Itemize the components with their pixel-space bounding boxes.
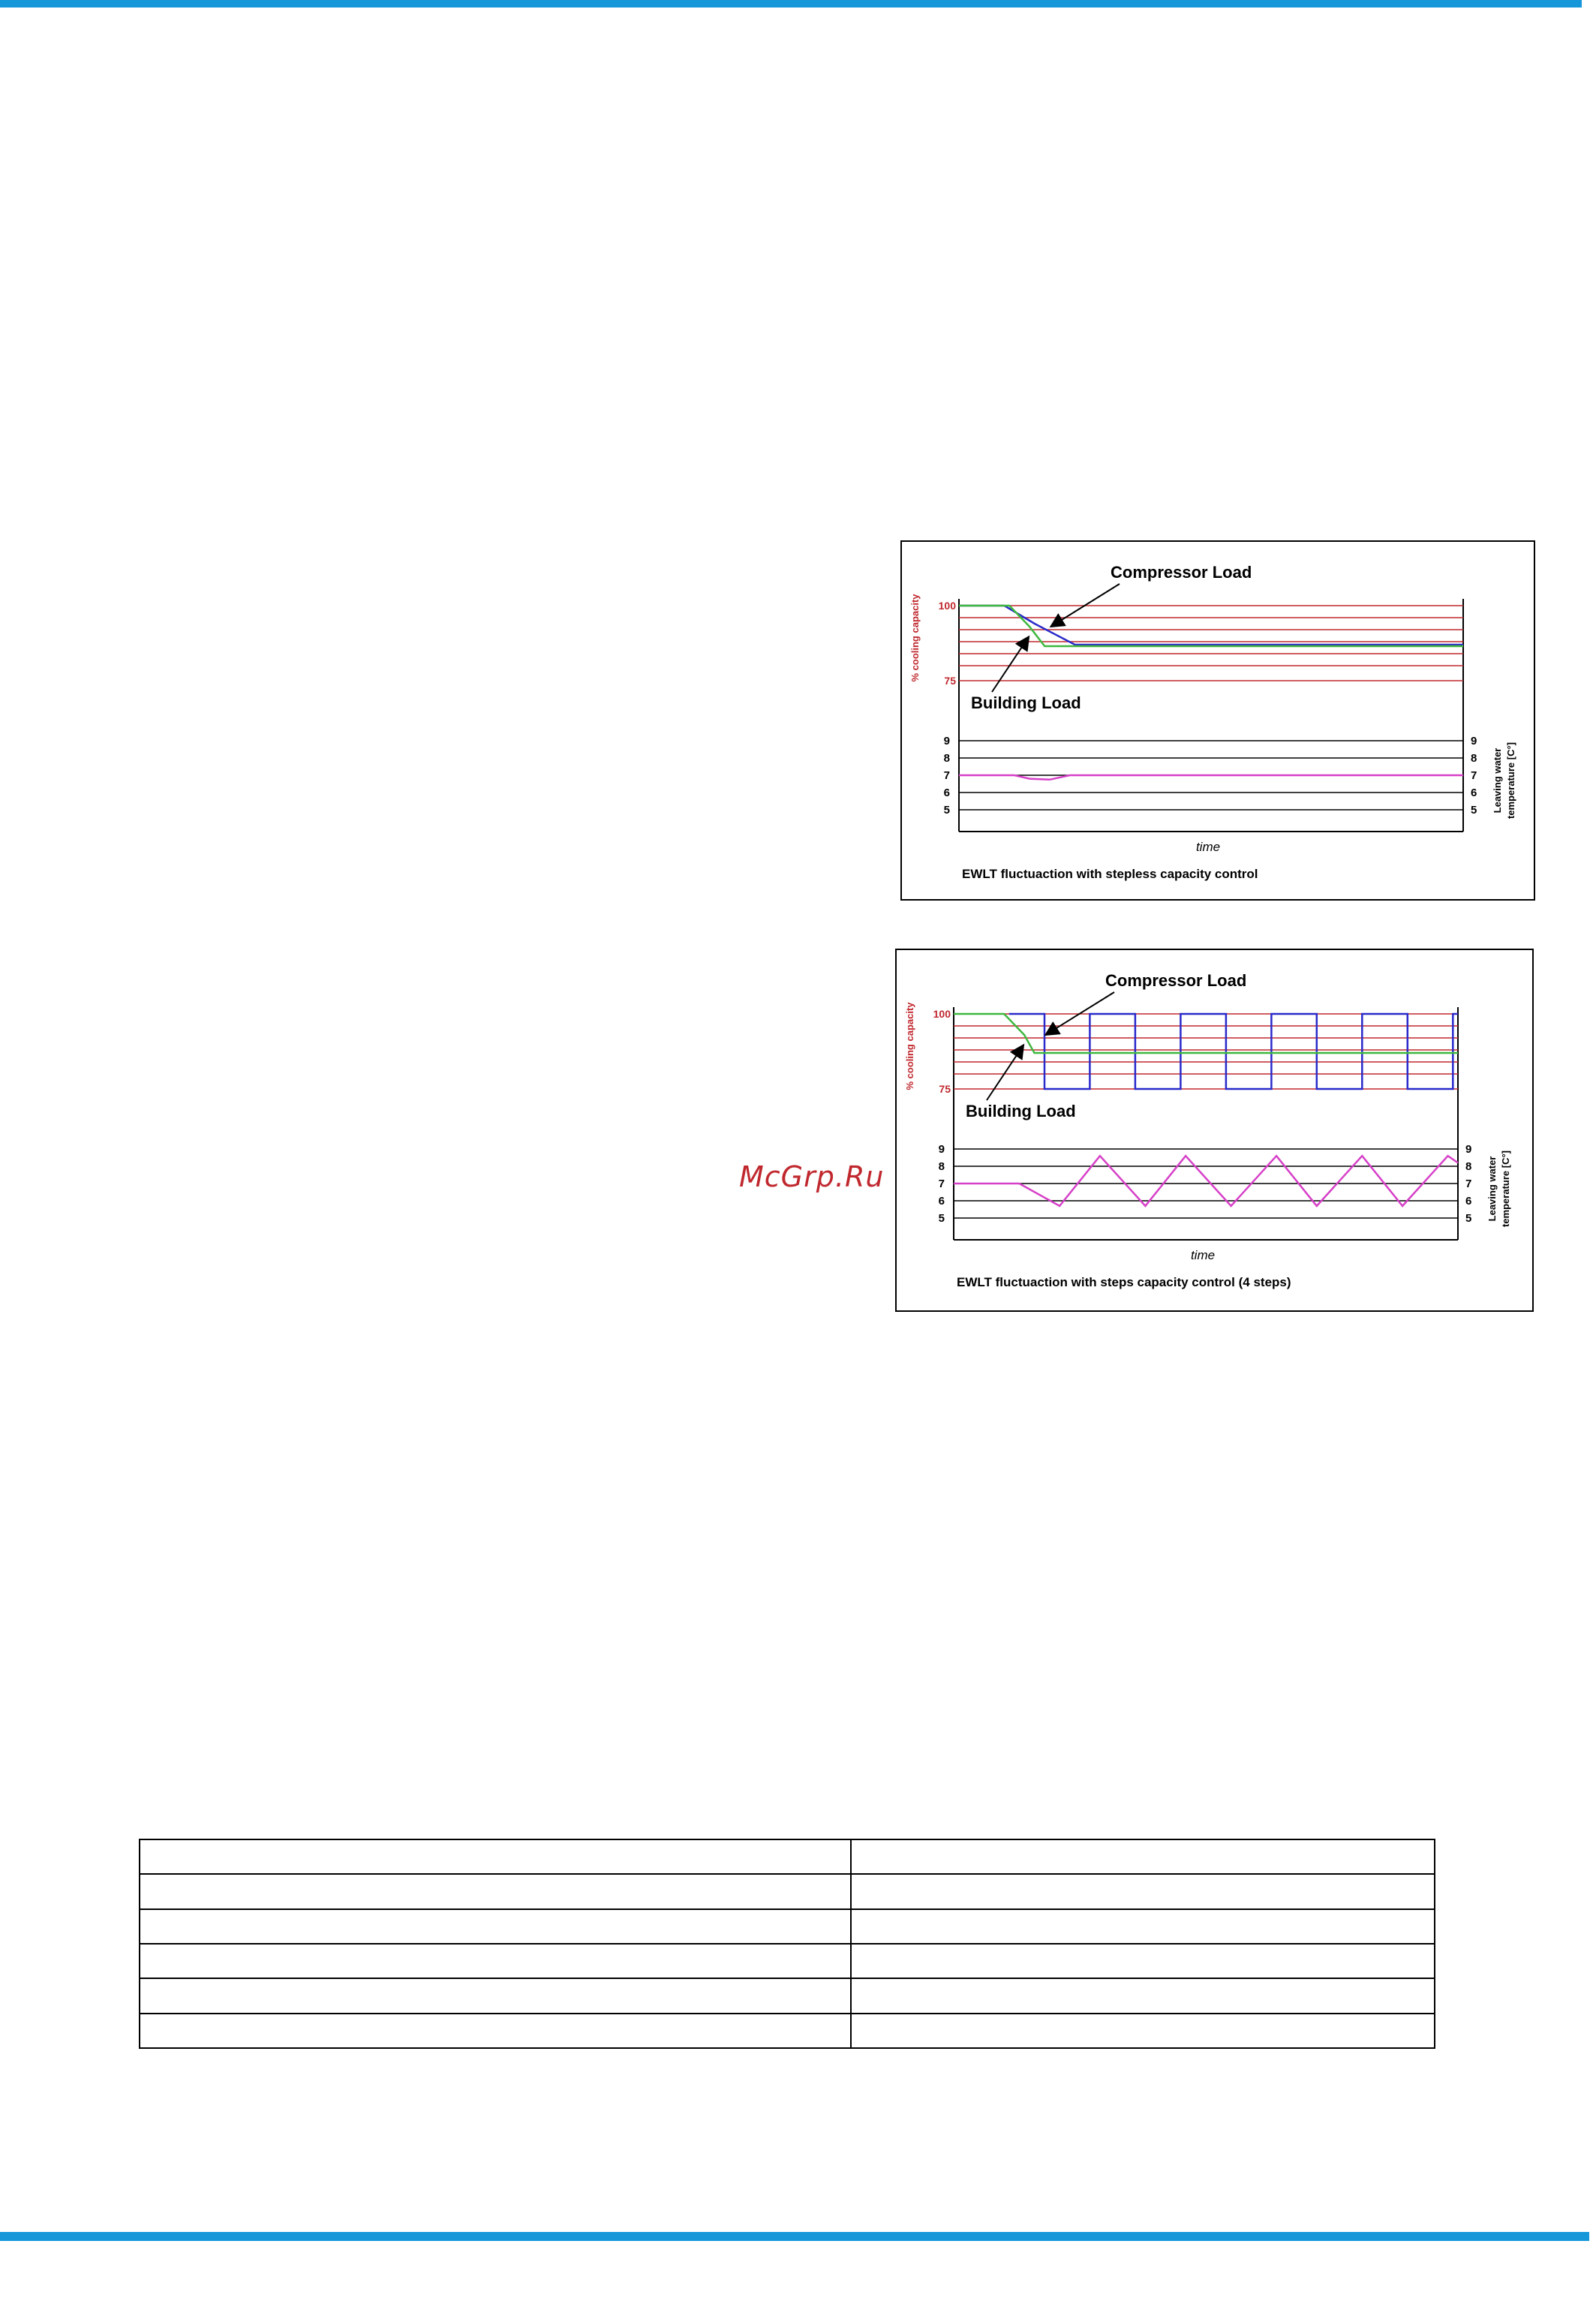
arrow-building: [992, 638, 1028, 692]
table-cell: [140, 1839, 851, 1874]
y2-axis-title-line2: temperature [C°]: [1505, 742, 1516, 819]
temp-tick-label-right: 9: [1471, 735, 1477, 747]
table-row: [140, 1909, 1435, 1944]
temp-tick-label-left: 6: [943, 787, 950, 799]
temp-tick-label-left: 7: [943, 769, 950, 782]
annotation-building-load: Building Load: [966, 1102, 1076, 1120]
table-row: [140, 1944, 1435, 1978]
capacity-tick-label: 75: [939, 1083, 951, 1095]
table-cell: [851, 1839, 1435, 1874]
y2-axis-title-line1: Leaving water: [1492, 747, 1503, 814]
series-line-0: [959, 606, 1463, 645]
x-axis-title: time: [1190, 1248, 1216, 1262]
table-cell: [140, 1874, 851, 1908]
temp-tick-label-right: 8: [1465, 1160, 1472, 1173]
temp-tick-label-left: 8: [943, 752, 950, 765]
table-cell: [851, 1909, 1435, 1944]
chart-caption: EWLT fluctuaction with steps capacity control (4 steps): [957, 1275, 1291, 1289]
chart-caption: EWLT fluctuaction with stepless capacity control: [962, 867, 1258, 881]
temp-tick-label-left: 7: [938, 1178, 945, 1190]
chart-steps-capacity: [895, 949, 1534, 1312]
temp-tick-label-right: 9: [1465, 1143, 1472, 1156]
arrow-compressor: [1052, 584, 1120, 626]
table-row: [140, 1839, 1435, 1874]
y-axis-title: % cooling capacity: [909, 594, 921, 682]
temp-tick-label-left: 9: [938, 1143, 945, 1156]
temp-tick-label-right: 6: [1465, 1195, 1472, 1208]
temp-tick-label-right: 5: [1465, 1212, 1472, 1225]
table-cell: [140, 2014, 851, 2048]
annotation-compressor-load: Compressor Load: [1111, 563, 1252, 582]
y-axis-title: % cooling capacity: [904, 1002, 915, 1090]
table-cell: [851, 1944, 1435, 1978]
series-line-0: [1009, 1014, 1458, 1089]
series-line-1: [959, 606, 1463, 646]
temp-tick-label-right: 5: [1471, 804, 1477, 817]
temp-tick-label-left: 5: [943, 804, 950, 817]
capacity-tick-label: 100: [933, 1008, 951, 1020]
y2-axis-title-line2: temperature [C°]: [1500, 1150, 1511, 1227]
chart-stepless-capacity: [900, 540, 1535, 901]
temp-tick-label-right: 8: [1471, 752, 1477, 765]
watermark: McGrp.Ru: [739, 1160, 885, 1193]
bottom-accent-rule: [0, 2232, 1589, 2241]
data-table: [139, 1839, 1435, 2049]
series-line-2: [959, 775, 1463, 780]
x-axis-title: time: [1195, 840, 1221, 854]
temp-tick-label-left: 5: [938, 1212, 945, 1225]
temp-tick-label-right: 7: [1471, 769, 1477, 782]
table-cell: [851, 2014, 1435, 2048]
table-row: [140, 1874, 1435, 1908]
table-cell: [851, 1978, 1435, 2013]
top-accent-rule: [0, 0, 1582, 8]
table-cell: [140, 1944, 851, 1978]
table-row: [140, 2014, 1435, 2048]
table-row: [140, 1978, 1435, 2013]
temp-tick-label-right: 6: [1471, 787, 1477, 799]
arrow-building: [987, 1046, 1023, 1100]
series-line-1: [954, 1014, 1458, 1053]
temp-tick-label-left: 6: [938, 1195, 945, 1208]
y2-axis-title-line1: Leaving water: [1486, 1156, 1498, 1222]
temp-tick-label-right: 7: [1465, 1178, 1472, 1190]
capacity-tick-label: 75: [944, 675, 956, 687]
table-cell: [140, 1978, 851, 2013]
temp-tick-label-left: 8: [938, 1160, 945, 1173]
series-line-2: [954, 1156, 1458, 1206]
temp-tick-label-left: 9: [943, 735, 950, 747]
annotation-building-load: Building Load: [971, 693, 1081, 712]
table-cell: [851, 1874, 1435, 1908]
annotation-compressor-load: Compressor Load: [1105, 971, 1247, 990]
table-cell: [140, 1909, 851, 1944]
capacity-tick-label: 100: [938, 600, 956, 612]
chart-stepless-svg: [902, 542, 1537, 902]
chart-steps-svg: [897, 950, 1535, 1313]
